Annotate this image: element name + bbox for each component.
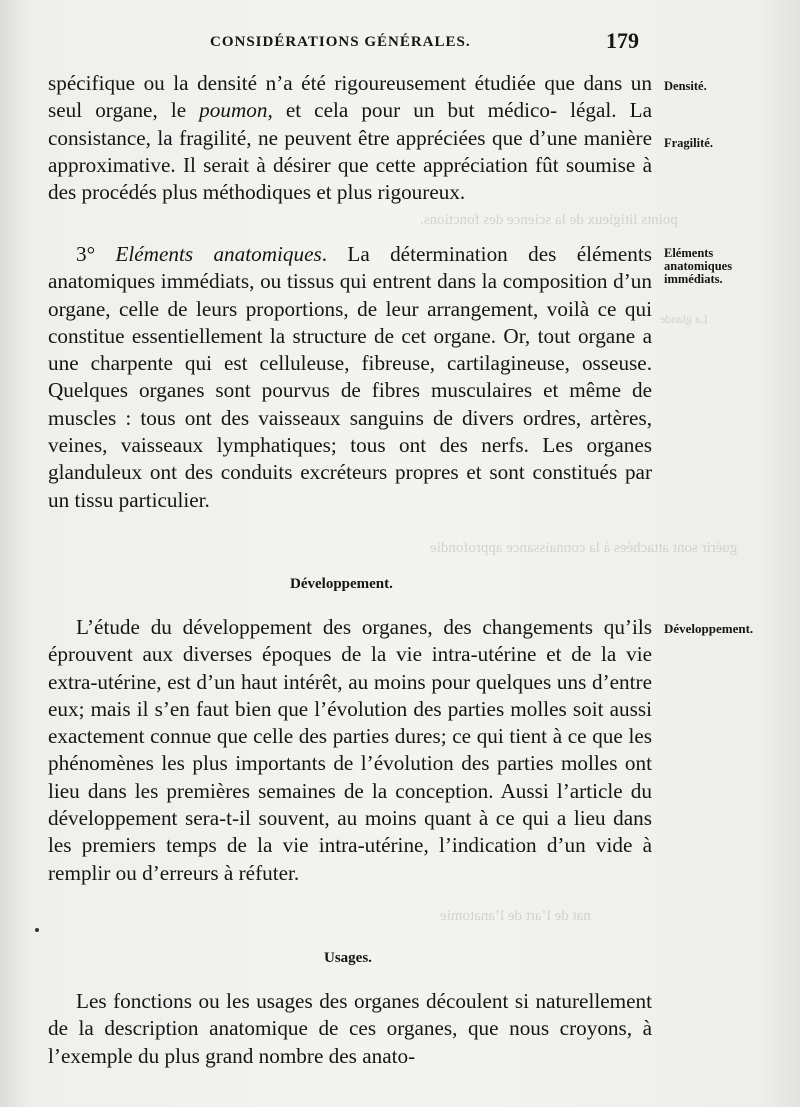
- paragraph-text: . La détermination des éléments anatomiques immédiats, ou tissus qui entrent dans la composition d’un organe, celle de leurs proportions, de leur arrangement, voilà ce qui constitue essentiellement la structure de cet organe. Or, tout organe a une charpente qui est celluleuse, fibreuse, cartilagineuse, osseuse. Quelques organes sont pourvus de fibres musculaires et même de muscles : tous ont des vaisseaux sanguins de divers ordres, artères, veines, vaisseaux lymphatiques; tous ont des nerfs. Les organes glanduleux ont des conduits excréteurs propres et sont constitués par un tissu particulier.: [48, 242, 653, 512]
- margin-note-elements: Eléments anatomiques immédiats.: [664, 246, 733, 286]
- text-line: que d’une manière approximative. Il serait à désirer que cette: [48, 125, 653, 177]
- paragraph-usages: [48, 988, 652, 1070]
- bleed-through-decoration: guérir sont attachées à la connaissance approfondie: [430, 540, 738, 556]
- section-number: 3°: [76, 242, 96, 266]
- bleed-through-decoration: La glande: [660, 312, 708, 326]
- bleed-through-decoration: nat de l’art de l’anatomie: [440, 908, 591, 924]
- paragraph-text: Les fonctions ou les usages des organes découlent si naturellement de la description anatomique de ces organes, que nous croyons, à l’exemple du plus grand nombre des anato-: [48, 989, 652, 1068]
- ink-speck: [35, 928, 39, 932]
- paragraph-density: [48, 70, 652, 206]
- paragraph-text: L’étude du développement des organes, des changements qu’ils éprouvent aux diverses époques de la vie intra-utérine et de la vie extra-utérine, est d’un haut intérêt, au moins pour quelques uns d’entre eux; mais il s’en faut bien que l’évolution des parties molles soit aussi exactement connue que celle des parties dures; ce qui tient à ce que les phénomènes les plus importants de l’évolution des parties molles ont lieu dans les premières semaines de la conception. Aussi l’article du développement sera-t-il souvent, au moins quant à ce qui a lieu dans les premiers temps de la vie intra-utérine, l’indication d’un vide à remplir ou d’erreurs à réfuter.: [48, 615, 652, 885]
- italic-term: poumon: [199, 98, 268, 123]
- section-title-usages: Usages.: [324, 950, 372, 966]
- section-title-developpement: Développement.: [290, 576, 393, 592]
- text-line: plus rigoureux.: [336, 180, 466, 205]
- margin-note-densite: Densité.: [664, 79, 707, 93]
- text-line: légal. La consistance, la fragilité, ne peuvent être appréciées: [48, 98, 653, 150]
- text-line: , et cela pour un but médico-: [267, 98, 558, 123]
- page-number: 179: [606, 28, 639, 53]
- margin-note-fragilite: Fragilité.: [664, 136, 713, 150]
- italic-heading: Eléments anatomiques: [115, 242, 322, 266]
- text-line: appréciation fût soumise à des procédés plus méthodiques et: [48, 152, 653, 205]
- bleed-through-decoration: points litigieux de la science des fonctions.: [420, 212, 678, 228]
- running-header: CONSIDÉRATIONS GÉNÉRALES.: [210, 34, 471, 50]
- paragraph-anatomical-elements: [48, 241, 652, 514]
- text-line: spécifique ou la densité n’a été rigoureusement étudiée que: [48, 71, 575, 95]
- text-line: dans un seul organe, le: [48, 71, 652, 123]
- margin-note-developpement: Développement.: [664, 621, 754, 636]
- paragraph-development: [48, 614, 652, 887]
